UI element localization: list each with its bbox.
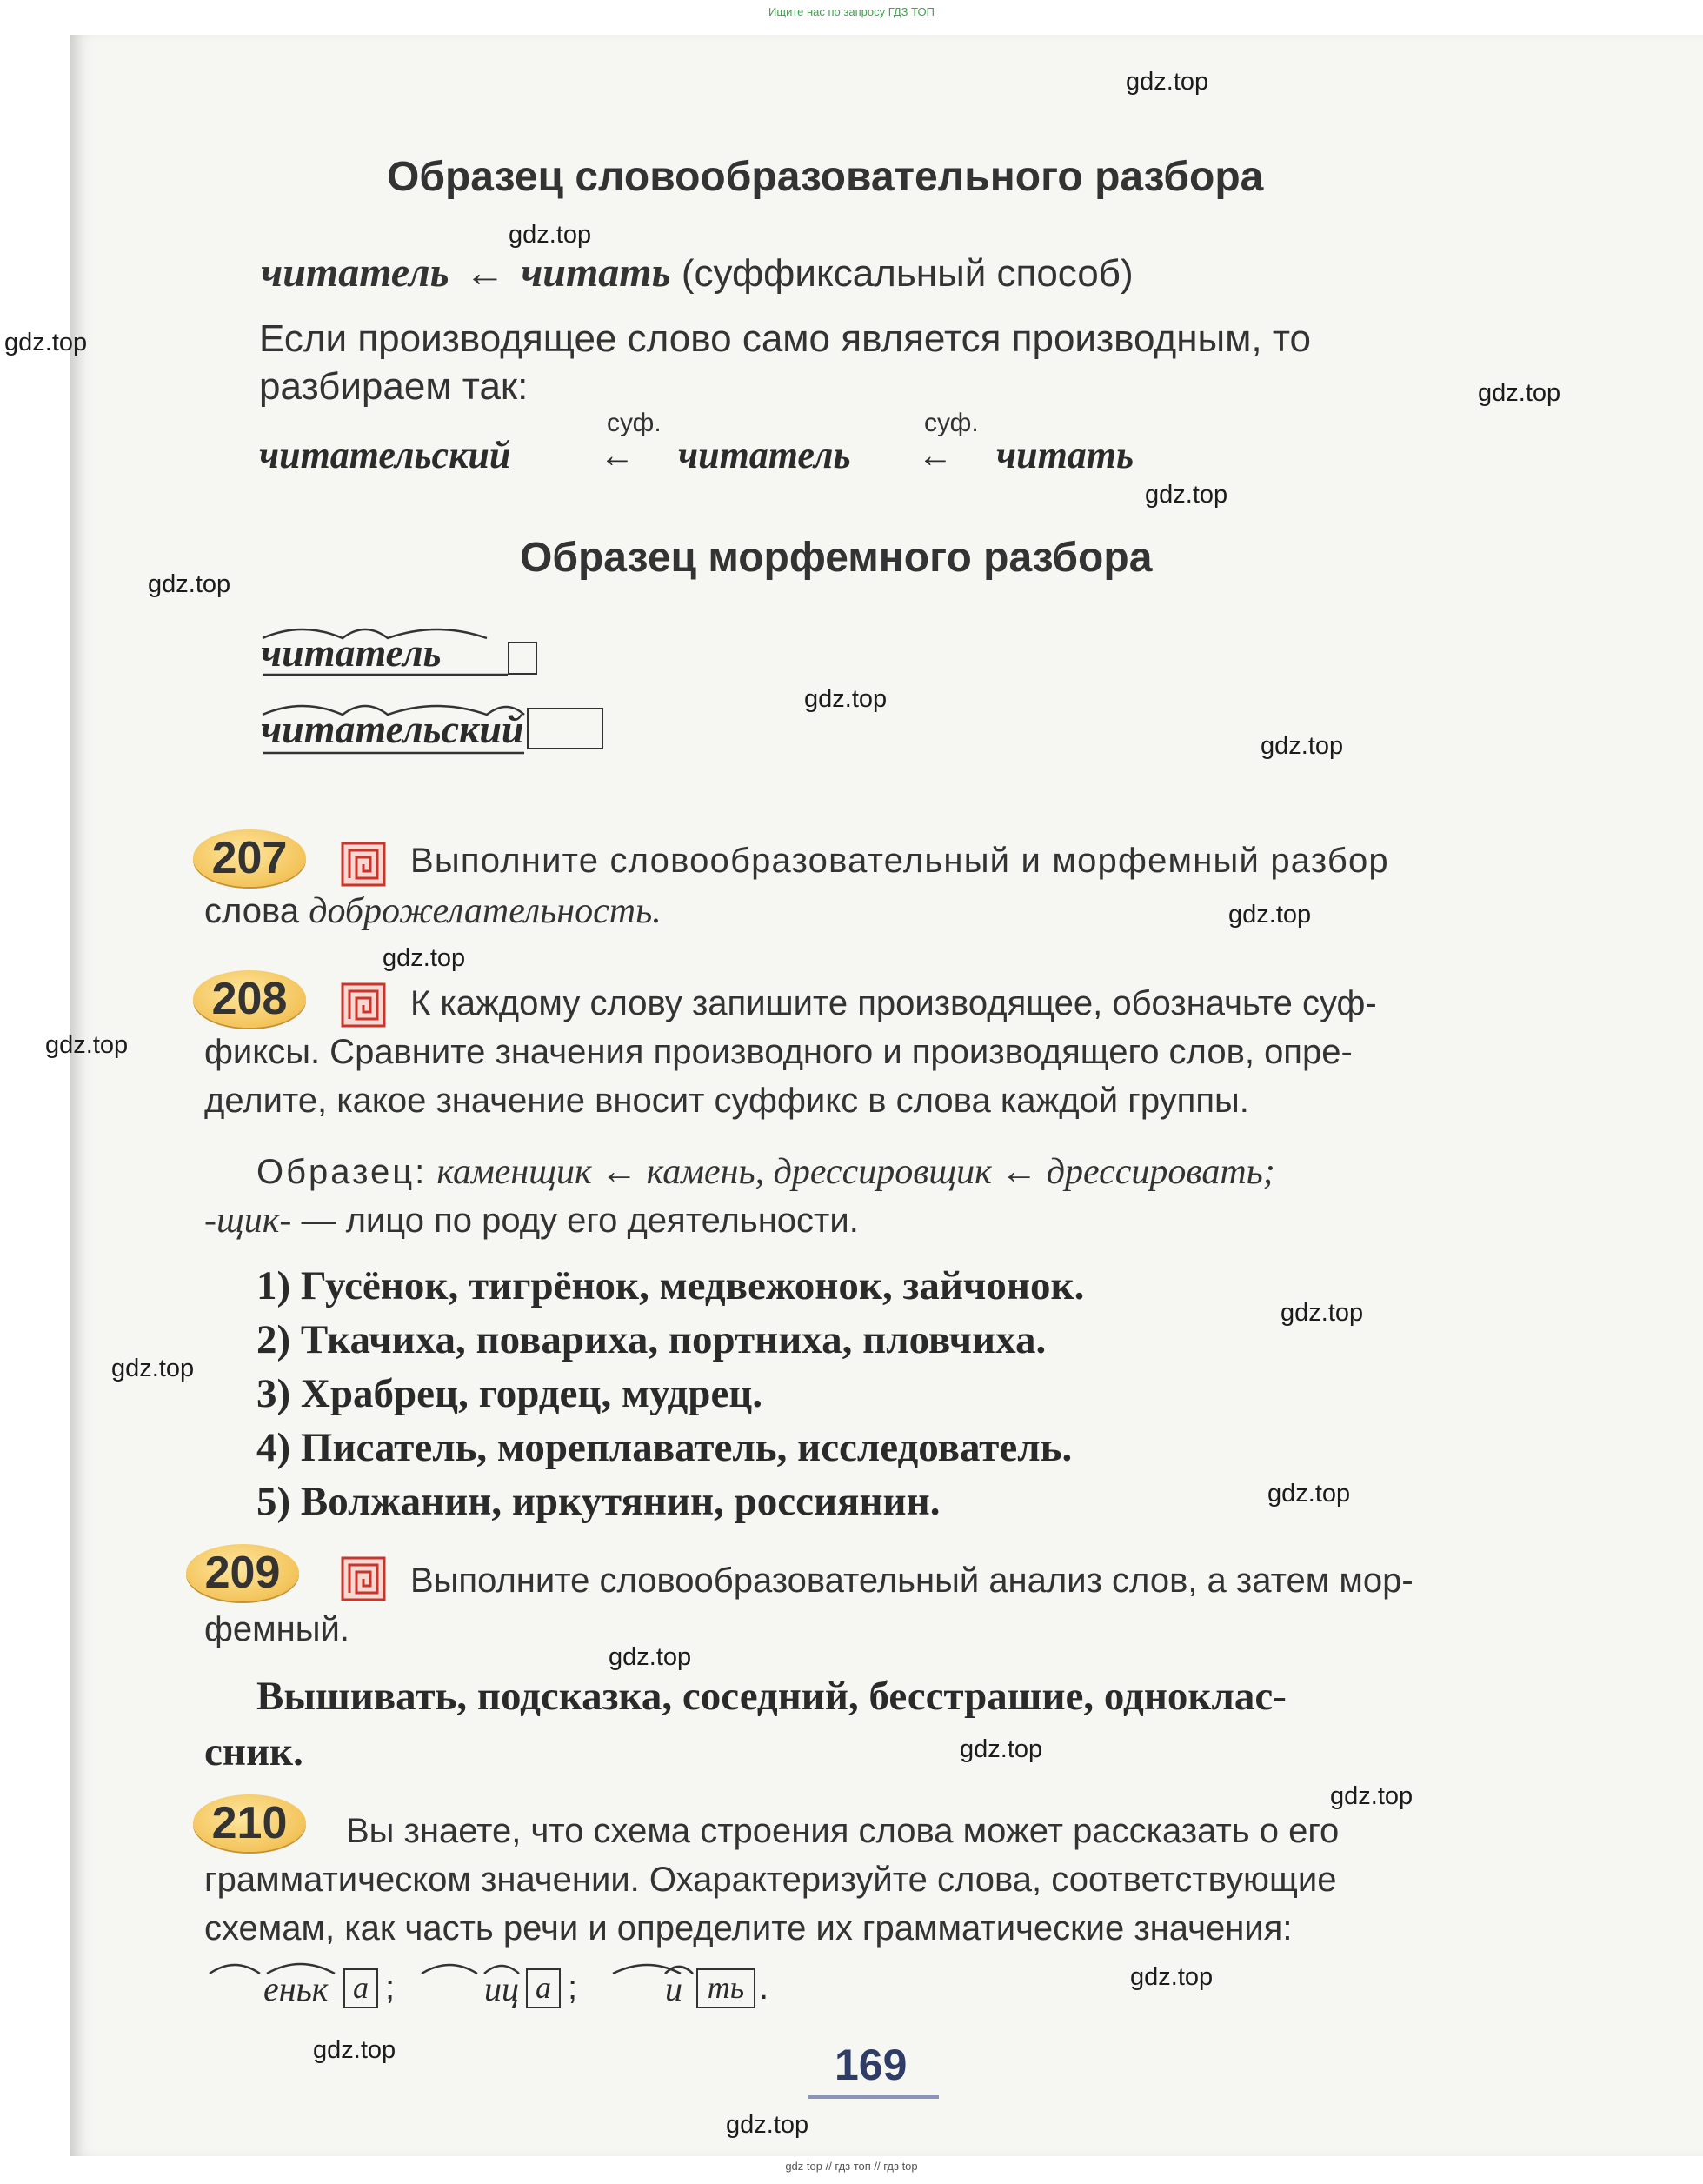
scheme-suffix: иц <box>484 1969 519 2008</box>
exercise-text: Выполните словообразовательный анализ слов, а затем мор- <box>410 1561 1414 1600</box>
watermark: gdz.top <box>509 221 592 249</box>
chain-word: читать <box>996 434 1134 476</box>
exercise-text: делите, какое значение вносит суффикс в слова каждой группы. <box>204 1082 1249 1120</box>
watermark: gdz.top <box>1330 1782 1414 1810</box>
exercise-number-badge: 208 <box>193 970 306 1028</box>
derived-word: читатель <box>261 250 449 296</box>
chain-word: читательский <box>259 434 511 476</box>
word-formation-example <box>261 249 1134 296</box>
arrow-left-icon: ← <box>918 436 953 475</box>
scheme-suffix: и <box>665 1969 682 2008</box>
scheme-ending: ть <box>696 1968 755 2008</box>
suffix-label: суф. <box>607 409 662 437</box>
exercise-number-badge: 207 <box>193 829 306 887</box>
paragraph-line: Если производящее слово само является производным, то <box>259 317 1311 360</box>
spiral-icon <box>341 1556 386 1601</box>
watermark: gdz.top <box>1478 379 1561 407</box>
watermark: gdz.top <box>1267 1480 1351 1508</box>
exercise-text: Выполните словообразовательный и морфемный разбор <box>410 842 1389 880</box>
ending-box <box>527 708 603 749</box>
section-title-word-formation: Образец словообразовательного разбора <box>387 154 1264 200</box>
watermark: gdz.top <box>313 2036 396 2064</box>
arrow-left-icon: ← <box>600 436 635 475</box>
watermark: gdz.top <box>609 1643 692 1671</box>
watermark: gdz.top <box>1228 901 1312 929</box>
exercise-number-badge: 209 <box>186 1544 299 1601</box>
exercise-text: фемный. <box>204 1610 349 1648</box>
sample-label: Образец: <box>256 1153 428 1191</box>
watermark: gdz.top <box>4 329 88 356</box>
list-item: 4) Писатель, мореплаватель, исследователь. <box>256 1425 1073 1470</box>
watermark: gdz.top <box>1281 1299 1364 1327</box>
page-number-underline <box>808 2095 939 2099</box>
scheme-suffix: еньк <box>263 1969 329 2008</box>
scheme-separator: ; <box>568 1968 578 2007</box>
sample-line <box>204 1200 859 1242</box>
bottom-banner: gdz top // гдз топ // гдз top <box>785 2160 918 2173</box>
watermark: gdz.top <box>383 944 466 972</box>
watermark: gdz.top <box>1261 732 1344 760</box>
exercise-text <box>204 890 662 932</box>
page-number: 169 <box>835 2041 908 2089</box>
watermark: gdz.top <box>148 570 231 598</box>
exercise-text: схемам, как часть речи и определите их грамматические значения: <box>204 1909 1293 1948</box>
null-ending-box <box>508 642 537 675</box>
exercise-text: фиксы. Сравните значения производного и производящего слов, опре- <box>204 1033 1353 1071</box>
exercise-text: грамматическом значении. Охарактеризуйте слова, соответствующие <box>204 1861 1337 1899</box>
watermark: gdz.top <box>960 1735 1043 1763</box>
exercise-text: К каждому слову запишите производящее, обозначьте суф- <box>410 984 1377 1022</box>
sample-explanation: — лицо по роду его деятельности. <box>301 1202 859 1240</box>
watermark: gdz.top <box>45 1031 129 1059</box>
section-title-morpheme: Образец морфемного разбора <box>520 535 1153 581</box>
morpheme-word: читатель <box>261 630 442 675</box>
sample-suffix: -щик- <box>204 1201 292 1241</box>
paragraph-line: разбираем так: <box>259 365 529 408</box>
base-word: читать <box>521 250 671 296</box>
watermark: gdz.top <box>1145 481 1228 509</box>
scheme-separator: ; <box>385 1968 396 2007</box>
morpheme-word: читательский <box>261 707 524 751</box>
list-item: 3) Храбрец, гордец, мудрец. <box>256 1371 763 1416</box>
top-banner: Ищите нас по запросу ГДЗ ТОП <box>768 5 935 18</box>
scheme-ending: а <box>343 1968 378 2008</box>
watermark: gdz.top <box>804 685 888 713</box>
spiral-icon <box>341 982 386 1028</box>
list-item: 5) Волжанин, иркутянин, россиянин. <box>256 1479 941 1524</box>
watermark: gdz.top <box>1130 1963 1214 1991</box>
list-item: 2) Ткачиха, повариха, портниха, пловчиха. <box>256 1317 1047 1362</box>
sample-text: каменщик ← камень, дрессировщик ← дрессировать; <box>436 1152 1275 1192</box>
exercise-text-prefix: слова <box>204 892 300 930</box>
spiral-icon <box>341 842 386 887</box>
word-schemes <box>204 1951 795 2012</box>
word-list: Вышивать, подсказка, соседний, бесстрашие, одноклас- <box>256 1674 1287 1719</box>
word-list: сник. <box>204 1729 303 1774</box>
chain-word: читатель <box>678 434 851 476</box>
list-item: 1) Гусёнок, тигрёнок, медвежонок, зайчонок. <box>256 1263 1085 1308</box>
target-word: доброжелательность. <box>309 891 662 931</box>
method-note: (суффиксальный способ) <box>681 252 1134 295</box>
exercise-text: Вы знаете, что схема строения слова может рассказать о его <box>346 1812 1340 1850</box>
exercise-number-badge: 210 <box>193 1794 306 1852</box>
arrow-left-icon: ← <box>464 250 505 295</box>
watermark: gdz.top <box>726 2111 809 2139</box>
watermark: gdz.top <box>111 1355 195 1382</box>
scheme-end: . <box>759 1968 769 2007</box>
suffix-label: суф. <box>924 409 979 437</box>
watermark: gdz.top <box>1126 68 1209 96</box>
scheme-ending: а <box>526 1968 561 2008</box>
sample-line <box>256 1151 1275 1193</box>
